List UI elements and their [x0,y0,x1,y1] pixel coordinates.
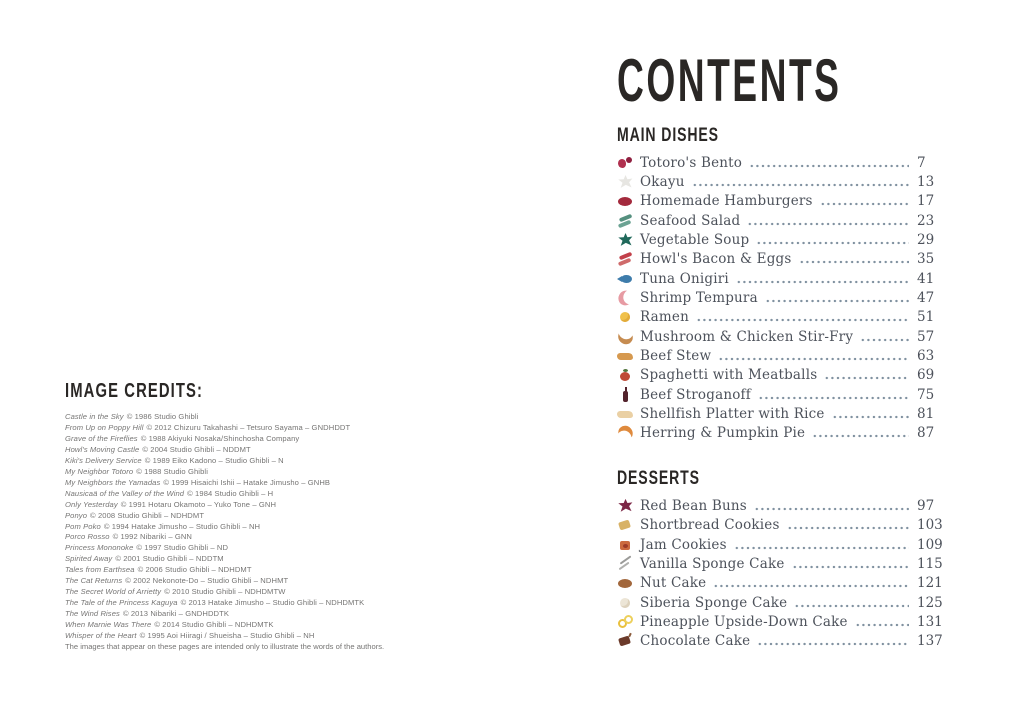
credit-line [65,620,455,631]
page-number: 97 [917,497,935,514]
credit-film-title: The Wind Rises [65,609,120,619]
toc-item [617,192,943,211]
page-number: 137 [917,633,943,650]
page-number: 109 [917,536,943,553]
credit-text: © 2013 Nibariki – GNDHDDTK [122,609,230,619]
dotted-leader [734,546,909,550]
credit-text: © 1995 Aoi Hiiragi / Shueisha – Studio Ghibli – NH [139,631,315,641]
credit-line [65,576,455,587]
credit-film-title: When Marnie Was There [65,620,152,630]
dotted-leader [754,507,909,511]
dotted-leader [812,434,909,438]
red-bean-bun-icon [617,498,634,514]
page-number: 87 [917,425,935,442]
credit-film-title: The Secret World of Arrietty [65,587,162,597]
toc-item-label: Howl's Bacon & Eggs [640,251,792,268]
page-number: 121 [917,575,943,592]
page-number: 7 [917,154,926,171]
dotted-leader [787,526,909,530]
toc-item [617,346,943,365]
dotted-leader [820,202,909,206]
section-heading: DESSERTS [617,468,700,490]
toc-item-label: Homemade Hamburgers [640,193,813,210]
page-number: 41 [917,270,935,287]
page-number: 103 [917,517,943,534]
credit-text: © 2008 Studio Ghibli – NDHDMT [90,510,205,520]
credit-film-title: Castle in the Sky [65,412,124,421]
credit-line [65,543,455,554]
drumstick-icon [617,329,634,345]
toc-item [617,385,943,404]
sauce-bottle-icon [617,387,634,403]
rice-porridge-icon [617,174,634,190]
toc-item [617,516,943,535]
dotted-leader [736,280,909,284]
credit-text: © 1988 Akiyuki Nosaka/Shinchosha Company [140,433,300,443]
shrimp-icon [617,290,634,306]
toc-item-label: Red Bean Buns [640,497,747,514]
toc-item [617,308,943,327]
toc-item-label: Okayu [640,174,685,191]
credit-film-title: Pom Poko [65,521,101,531]
fish-slices-icon [617,213,634,229]
credit-film-title: My Neighbors the Yamadas [65,477,161,487]
page-number: 57 [917,328,935,345]
page-number: 47 [917,290,935,307]
toc-item [617,632,943,651]
toc-item [617,535,943,554]
credit-text: © 1997 Studio Ghibli – ND [136,543,229,553]
page-number: 63 [917,348,935,365]
credit-text: © 2013 Hatake Jimusho – Studio Ghibli – NDHDMTK [180,598,365,608]
toc-item [617,327,943,346]
dotted-leader [749,164,909,168]
toc-item [617,496,943,515]
toc-item [617,288,943,307]
dotted-leader [692,183,909,187]
toc-item [617,172,943,191]
contents-block [617,47,943,651]
credit-line [65,587,455,598]
dotted-leader [747,222,909,226]
toc-item [617,153,943,172]
credit-text: © 1999 Hisaichi Ishii – Hatake Jimusho – GNHB [163,477,331,487]
credit-film-title: Tales from Earthsea [65,565,135,575]
credit-lines [65,412,455,642]
page-number: 35 [917,251,935,268]
image-credits-block [65,380,455,653]
credit-text: © 1994 Hatake Jimusho – Studio Ghibli – NH [103,521,261,531]
dotted-leader [855,623,909,627]
contents-title: CONTENTS [617,47,842,114]
credit-text: © 1991 Hotaru Okamoto – Yuko Tone – GNH [120,499,277,509]
toc-item [617,269,943,288]
page-number: 13 [917,174,935,191]
cream-dollop-icon [617,595,634,611]
credit-text: © 2004 Studio Ghibli – NDDMT [142,444,251,454]
toc-item-label: Ramen [640,309,690,326]
credit-line [65,412,455,423]
toc-item [617,554,943,573]
dotted-leader [792,565,909,569]
credit-line [65,500,455,511]
page-number: 81 [917,406,935,423]
cherries-icon [617,155,634,171]
credit-line [65,423,455,434]
credit-line [65,445,455,456]
credit-film-title: Nausicaä of the Valley of the Wind [65,488,185,498]
credit-line [65,532,455,543]
credit-film-title: Howl's Moving Castle [65,444,140,454]
credit-line [65,511,455,522]
credit-film-title: The Cat Returns [65,576,123,586]
credit-text: © 2010 Studio Ghibli – NDHDMTW [164,587,286,597]
section-rows [617,153,943,443]
page-number: 51 [917,309,935,326]
page-number: 115 [917,555,943,572]
whisk-icon [617,556,634,572]
toc-item-label: Nut Cake [640,575,707,592]
credit-text: © 1992 Nibariki – GNN [112,532,193,542]
vegetable-leaf-icon [617,232,634,248]
toc-item [617,230,943,249]
credit-line [65,565,455,576]
tomato-meatball-icon [617,367,634,383]
pumpkin-slice-icon [617,425,634,441]
credit-text: © 1988 Studio Ghibli [136,466,208,476]
toc-item [617,250,943,269]
dotted-leader [757,642,909,646]
credit-text: © 1989 Eiko Kadono – Studio Ghibli – N [144,455,284,465]
credits-note: The images that appear on these pages are intended only to illustrate the words of the authors. [65,642,385,652]
toc-item-label: Tuna Onigiri [640,270,729,287]
toc-item-label: Herring & Pumpkin Pie [640,425,806,442]
toc-item [617,211,943,230]
walnut-icon [617,575,634,591]
page-number: 69 [917,367,935,384]
credit-film-title: Whisper of the Heart [65,631,137,641]
section-rows [617,496,943,651]
credit-film-title: Kiki's Delivery Service [65,455,142,465]
toc-item-label: Totoro's Bento [640,154,743,171]
toc-item [617,404,943,423]
credit-line [65,456,455,467]
dotted-leader [794,604,909,608]
bacon-strips-icon [617,251,634,267]
dotted-leader [799,260,909,264]
toc-item [617,593,943,612]
toc-item [617,612,943,631]
credit-text: © 2002 Nekonote-Do – Studio Ghibli – NDHMT [125,576,289,586]
credit-film-title: From Up on Poppy Hill [65,422,144,432]
credit-text: © 2006 Studio Ghibli – NDHDMT [137,565,252,575]
dotted-leader [713,584,909,588]
credit-line [65,609,455,620]
credit-film-title: Porco Rosso [65,532,110,542]
dotted-leader [832,415,909,419]
credit-line [65,434,455,445]
toc-item-label: Beef Stew [640,348,712,365]
beef-chunk-icon [617,348,634,364]
dotted-leader [765,299,909,303]
credit-text: © 2012 Chizuru Takahashi – Tetsuro Sayama – GNDHDDT [146,422,351,432]
credit-line [65,598,455,609]
shellfish-icon [617,406,634,422]
toc-item [617,424,943,443]
chocolate-piece-icon [617,633,634,649]
credit-text: © 1986 Studio Ghibli [126,412,199,421]
page-number: 17 [917,193,935,210]
credit-line [65,489,455,500]
jam-cookie-icon [617,537,634,553]
credit-text: © 2014 Studio Ghibli – NDHDMTK [154,620,274,630]
credit-film-title: Spirited Away [65,554,113,564]
dotted-leader [860,338,909,342]
toc-item-label: Vegetable Soup [640,232,750,249]
toc-section [617,123,943,443]
toc-item-label: Beef Stroganoff [640,386,751,403]
toc-item-label: Spaghetti with Meatballs [640,367,818,384]
dotted-leader [696,318,909,322]
credit-line [65,522,455,533]
credit-film-title: My Neighbor Totoro [65,466,134,476]
toc-item-label: Shrimp Tempura [640,290,758,307]
toc-item [617,366,943,385]
toc-item-label: Pineapple Upside-Down Cake [640,613,848,630]
toc-sections [617,123,943,651]
toc-item-label: Shellfish Platter with Rice [640,406,825,423]
egg-yolk-icon [617,309,634,325]
section-heading: MAIN DISHES [617,125,719,146]
page-number: 29 [917,232,935,249]
credit-line [65,467,455,478]
credit-text: © 2001 Studio Ghibli – NDDTM [115,554,224,564]
page-number: 131 [917,613,943,630]
toc-item-label: Seafood Salad [640,212,741,229]
dotted-leader [756,241,909,245]
credit-film-title: The Tale of the Princess Kaguya [65,598,178,608]
credit-film-title: Princess Mononoke [65,543,134,553]
hamburger-patty-icon [617,193,634,209]
credit-film-title: Grave of the Fireflies [65,433,138,443]
credit-line [65,478,455,489]
toc-item-label: Shortbread Cookies [640,517,780,534]
credit-line [65,631,455,642]
image-credits-heading: IMAGE CREDITS: [65,380,204,402]
toc-item-label: Chocolate Cake [640,633,751,650]
dotted-leader [758,396,909,400]
credit-text: © 1984 Studio Ghibli – H [187,488,274,498]
toc-item-label: Siberia Sponge Cake [640,594,788,611]
credit-film-title: Only Yesterday [65,499,118,509]
toc-item-label: Vanilla Sponge Cake [640,555,785,572]
tuna-fish-icon [617,271,634,287]
toc-item-label: Mushroom & Chicken Stir-Fry [640,328,854,345]
toc-item [617,574,943,593]
credit-film-title: Ponyo [65,510,88,520]
page-number: 23 [917,212,935,229]
toc-section [617,466,943,651]
dotted-leader [824,376,909,380]
shortbread-cookie-icon [617,517,634,533]
page-number: 75 [917,386,935,403]
page-number: 125 [917,594,943,611]
dotted-leader [718,357,909,361]
pineapple-rings-icon [617,614,634,630]
credit-line [65,554,455,565]
toc-item-label: Jam Cookies [640,536,727,553]
